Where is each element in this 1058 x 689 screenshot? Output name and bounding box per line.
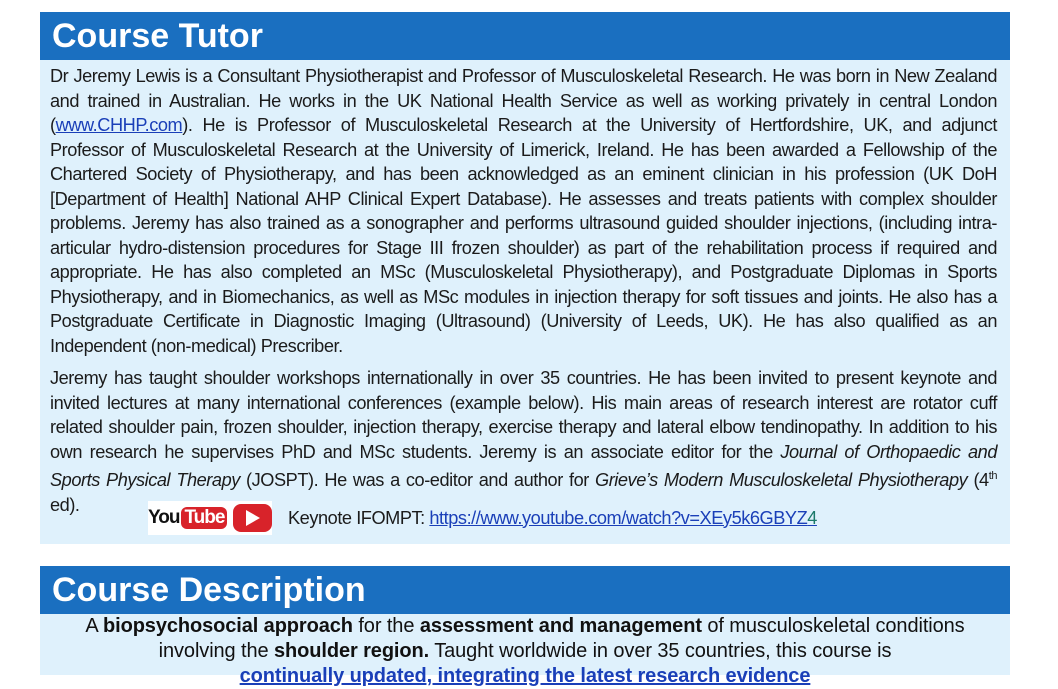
- bio-text: (4: [967, 470, 989, 491]
- keynote-line: [288, 508, 817, 529]
- youtube-play-icon: [233, 504, 272, 532]
- course-description-panel: [40, 614, 1010, 687]
- youtube-logo[interactable]: [148, 501, 272, 535]
- journal-title: Journal of Orthopaedic and Sports Physical Therapy: [50, 441, 997, 491]
- course-tutor-heading: Course Tutor: [40, 12, 1010, 60]
- description-line-3: continually updated, integrating the latest research evidence: [239, 665, 811, 687]
- bio-text: ). He is Professor of Musculoskeletal Research at the University of Hertfordshire, UK, and adjunct Professor of Musculoskeletal Research at the University of Limerick, Ireland. He has been awarded a Fellowship of the Chartered Society of Physiotherapy, and has been acknowledged as an eminent clinician in his profession (UK DoH [Department of Health] National AHP Clinical Expert Database). He assesses and treats patients with complex shoulder problems. Jeremy has also trained as a sonographer and performs ultrasound guided shoulder injections, (including intra-articular hydro-distension procedures for Stage III frozen shoulder) as part of the rehabilitation process if required and appropriate. He has also completed an MSc (Musculoskeletal Physiotherapy), and Postgraduate Diplomas in Sports Physiotherapy, and in Biomechanics, as well as MSc modules in injection therapy for soft tissues and joints. He also has a Postgraduate Certificate in Diagnostic Imaging (Ultrasound) (University of Leeds, UK). He has also qualified as an Independent (non-medical) Prescriber.: [50, 115, 997, 356]
- tutor-bio-paragraph-1: [50, 64, 997, 358]
- description-line-2: involving the shoulder region. Taught worldwide in over 35 countries, this course is: [158, 640, 892, 662]
- course-tutor-panel: [40, 60, 1010, 544]
- keynote-label: Keynote IFOMPT:: [288, 507, 430, 528]
- tutor-bio-paragraph-2: [50, 366, 997, 517]
- youtube-keynote-link[interactable]: https://www.youtube.com/watch?v=XEy5k6GBYZ4: [429, 507, 817, 528]
- bio-text: (JOSPT). He was a co-editor and author for: [239, 470, 595, 491]
- bio-text: Jeremy has taught shoulder workshops internationally in over 35 countries. He has been invited to present keynote and invited lectures at many international conferences (example below). His main areas of research interest are rotator cuff related shoulder pain, frozen shoulder, injection therapy, exercise therapy and lateral elbow tendinopathy. In addition to his own research he supervises PhD and MSc students. Jeremy is an associate editor for the: [50, 368, 997, 462]
- description-line-1: A biopsychosocial approach for the assessment and management of musculoskeletal conditions: [85, 615, 965, 637]
- edition-superscript: th: [988, 470, 997, 482]
- bio-text: Dr Jeremy Lewis is a Consultant Physiotherapist and Professor of Musculoskeletal Research. He was born in New Zealand and trained in Australian. He works in the UK National Health Service as well as working privately in central London (: [50, 66, 997, 135]
- chhp-link[interactable]: www.CHHP.com: [55, 115, 183, 135]
- youtube-wordmark: You Tube: [148, 507, 227, 529]
- book-title: Grieve’s Modern Musculoskeletal Physiotherapy: [595, 470, 968, 491]
- youtube-keynote-row: [148, 501, 817, 535]
- course-description-heading: Course Description: [40, 566, 1010, 614]
- bio-text: ed).: [50, 494, 80, 515]
